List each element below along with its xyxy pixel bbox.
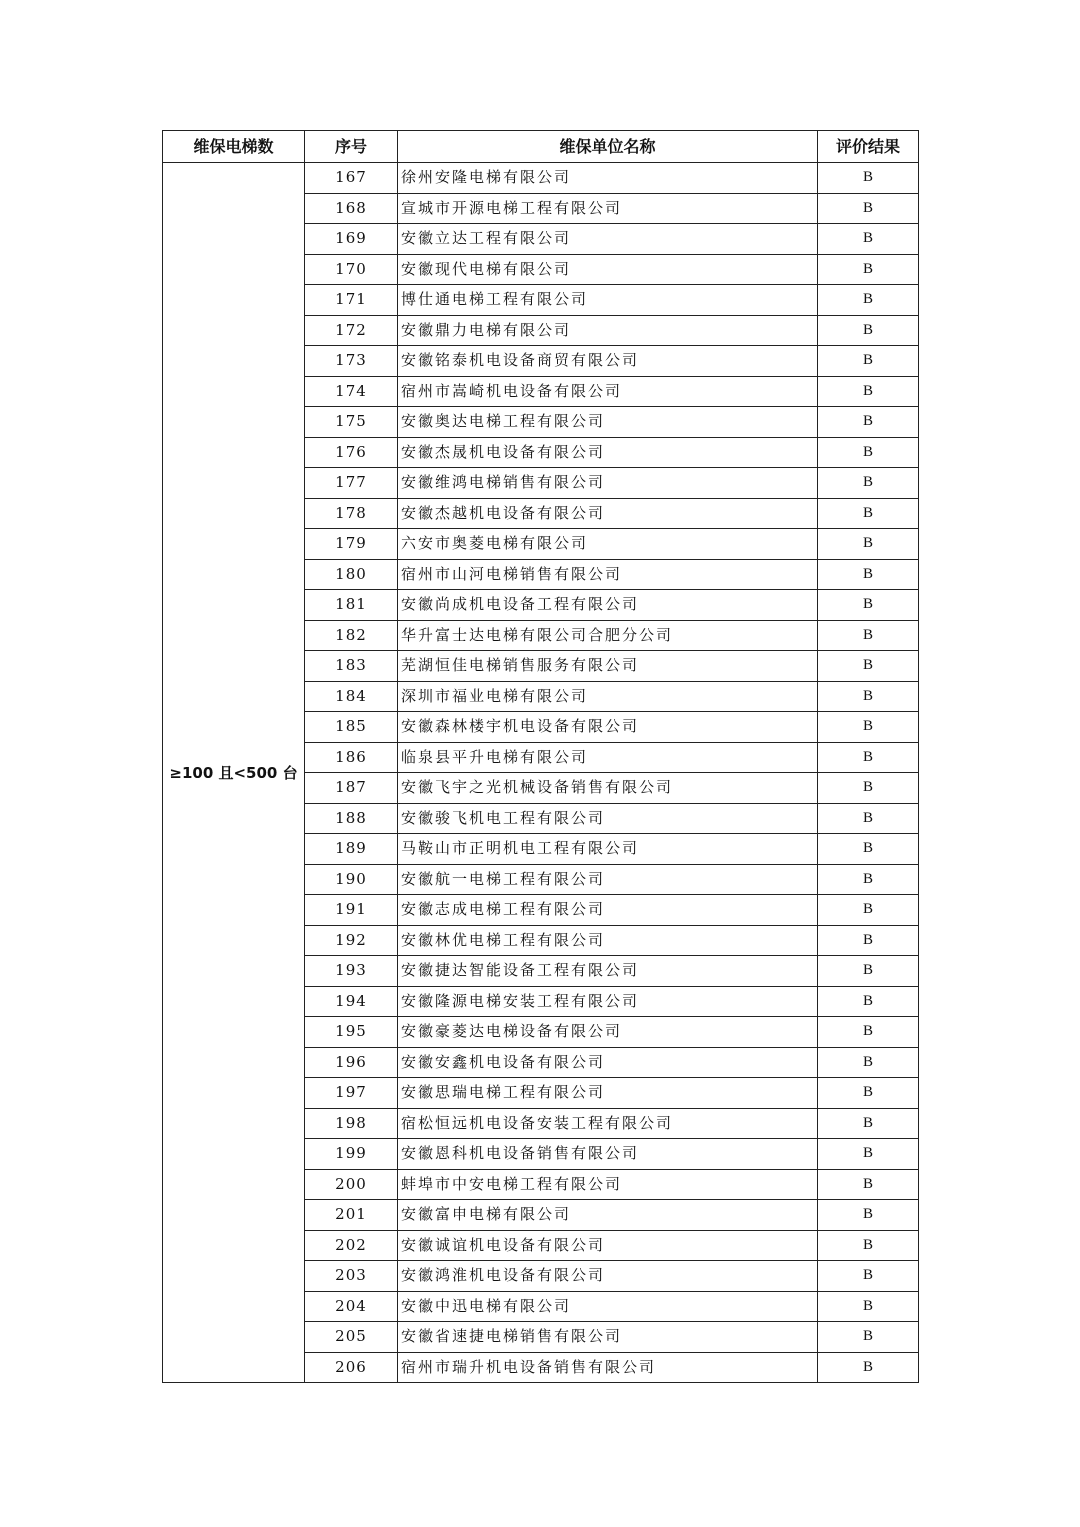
row-seq: 199 [305, 1139, 398, 1170]
row-grade: B [818, 590, 919, 621]
row-grade: B [818, 986, 919, 1017]
row-seq: 177 [305, 468, 398, 499]
table-body [163, 163, 919, 1383]
row-seq: 190 [305, 864, 398, 895]
header-seq: 序号 [305, 131, 398, 163]
row-unit-name: 宿州市瑞升机电设备销售有限公司 [398, 1352, 818, 1383]
row-seq: 167 [305, 163, 398, 194]
row-grade: B [818, 1200, 919, 1231]
row-unit-name: 安徽杰晟机电设备有限公司 [398, 437, 818, 468]
row-grade: B [818, 224, 919, 255]
row-grade: B [818, 1078, 919, 1109]
row-grade: B [818, 712, 919, 743]
row-unit-name: 安徽诚谊机电设备有限公司 [398, 1230, 818, 1261]
row-grade: B [818, 1047, 919, 1078]
row-seq: 174 [305, 376, 398, 407]
row-unit-name: 安徽豪菱达电梯设备有限公司 [398, 1017, 818, 1048]
row-grade: B [818, 376, 919, 407]
row-seq: 206 [305, 1352, 398, 1383]
row-unit-name: 六安市奥菱电梯有限公司 [398, 529, 818, 560]
row-unit-name: 安徽隆源电梯安装工程有限公司 [398, 986, 818, 1017]
row-unit-name: 安徽杰越机电设备有限公司 [398, 498, 818, 529]
row-grade: B [818, 1139, 919, 1170]
row-seq: 189 [305, 834, 398, 865]
row-unit-name: 宿松恒远机电设备安装工程有限公司 [398, 1108, 818, 1139]
row-unit-name: 安徽航一电梯工程有限公司 [398, 864, 818, 895]
row-unit-name: 华升富士达电梯有限公司合肥分公司 [398, 620, 818, 651]
row-unit-name: 安徽富申电梯有限公司 [398, 1200, 818, 1231]
row-grade: B [818, 1291, 919, 1322]
row-grade: B [818, 681, 919, 712]
row-unit-name: 安徽立达工程有限公司 [398, 224, 818, 255]
row-unit-name: 深圳市福业电梯有限公司 [398, 681, 818, 712]
row-seq: 182 [305, 620, 398, 651]
row-seq: 194 [305, 986, 398, 1017]
row-unit-name: 安徽鸿淮机电设备有限公司 [398, 1261, 818, 1292]
row-grade: B [818, 285, 919, 316]
header-group: 维保电梯数 [163, 131, 305, 163]
row-grade: B [818, 254, 919, 285]
row-unit-name: 安徽现代电梯有限公司 [398, 254, 818, 285]
row-seq: 192 [305, 925, 398, 956]
row-seq: 168 [305, 193, 398, 224]
row-seq: 198 [305, 1108, 398, 1139]
row-seq: 201 [305, 1200, 398, 1231]
row-seq: 175 [305, 407, 398, 438]
row-unit-name: 安徽恩科机电设备销售有限公司 [398, 1139, 818, 1170]
row-seq: 176 [305, 437, 398, 468]
row-unit-name: 安徽省速捷电梯销售有限公司 [398, 1322, 818, 1353]
row-grade: B [818, 315, 919, 346]
row-unit-name: 安徽奥达电梯工程有限公司 [398, 407, 818, 438]
row-grade: B [818, 1352, 919, 1383]
row-seq: 181 [305, 590, 398, 621]
row-seq: 197 [305, 1078, 398, 1109]
row-unit-name: 安徽思瑞电梯工程有限公司 [398, 1078, 818, 1109]
row-grade: B [818, 559, 919, 590]
row-grade: B [818, 529, 919, 560]
row-unit-name: 宣城市开源电梯工程有限公司 [398, 193, 818, 224]
row-seq: 195 [305, 1017, 398, 1048]
row-grade: B [818, 1169, 919, 1200]
row-grade: B [818, 1322, 919, 1353]
row-unit-name: 宿州市嵩崎机电设备有限公司 [398, 376, 818, 407]
row-grade: B [818, 407, 919, 438]
row-seq: 178 [305, 498, 398, 529]
header-row [163, 131, 919, 163]
row-grade: B [818, 1261, 919, 1292]
row-grade: B [818, 773, 919, 804]
row-unit-name: 宿州市山河电梯销售有限公司 [398, 559, 818, 590]
row-grade: B [818, 1230, 919, 1261]
row-grade: B [818, 895, 919, 926]
row-unit-name: 马鞍山市正明机电工程有限公司 [398, 834, 818, 865]
row-seq: 171 [305, 285, 398, 316]
row-grade: B [818, 163, 919, 194]
row-unit-name: 安徽尚成机电设备工程有限公司 [398, 590, 818, 621]
row-unit-name: 安徽中迅电梯有限公司 [398, 1291, 818, 1322]
row-unit-name: 安徽志成电梯工程有限公司 [398, 895, 818, 926]
row-seq: 205 [305, 1322, 398, 1353]
row-grade: B [818, 925, 919, 956]
row-unit-name: 博仕通电梯工程有限公司 [398, 285, 818, 316]
row-unit-name: 安徽鼎力电梯有限公司 [398, 315, 818, 346]
row-unit-name: 蚌埠市中安电梯工程有限公司 [398, 1169, 818, 1200]
row-grade: B [818, 956, 919, 987]
row-grade: B [818, 193, 919, 224]
row-grade: B [818, 468, 919, 499]
row-seq: 173 [305, 346, 398, 377]
row-seq: 184 [305, 681, 398, 712]
row-unit-name: 安徽安鑫机电设备有限公司 [398, 1047, 818, 1078]
row-seq: 179 [305, 529, 398, 560]
row-seq: 187 [305, 773, 398, 804]
row-seq: 188 [305, 803, 398, 834]
row-grade: B [818, 742, 919, 773]
row-seq: 193 [305, 956, 398, 987]
row-unit-name: 安徽森林楼宇机电设备有限公司 [398, 712, 818, 743]
row-seq: 169 [305, 224, 398, 255]
row-grade: B [818, 834, 919, 865]
row-unit-name: 安徽骏飞机电工程有限公司 [398, 803, 818, 834]
row-grade: B [818, 1108, 919, 1139]
row-grade: B [818, 437, 919, 468]
row-unit-name: 安徽林优电梯工程有限公司 [398, 925, 818, 956]
row-grade: B [818, 1017, 919, 1048]
row-unit-name: 徐州安隆电梯有限公司 [398, 163, 818, 194]
row-unit-name: 安徽维鸿电梯销售有限公司 [398, 468, 818, 499]
header-name: 维保单位名称 [398, 131, 818, 163]
table-row [163, 163, 919, 194]
row-grade: B [818, 651, 919, 682]
row-seq: 170 [305, 254, 398, 285]
row-unit-name: 临泉县平升电梯有限公司 [398, 742, 818, 773]
row-seq: 202 [305, 1230, 398, 1261]
row-seq: 183 [305, 651, 398, 682]
row-seq: 203 [305, 1261, 398, 1292]
row-seq: 180 [305, 559, 398, 590]
row-grade: B [818, 620, 919, 651]
row-unit-name: 安徽捷达智能设备工程有限公司 [398, 956, 818, 987]
group-label: ≥100 且<500 台 [163, 163, 305, 1383]
row-seq: 186 [305, 742, 398, 773]
row-grade: B [818, 864, 919, 895]
row-unit-name: 安徽铭泰机电设备商贸有限公司 [398, 346, 818, 377]
row-grade: B [818, 498, 919, 529]
row-grade: B [818, 346, 919, 377]
evaluation-table [162, 130, 919, 1383]
row-seq: 185 [305, 712, 398, 743]
row-unit-name: 芜湖恒佳电梯销售服务有限公司 [398, 651, 818, 682]
row-grade: B [818, 803, 919, 834]
header-grade: 评价结果 [818, 131, 919, 163]
row-unit-name: 安徽飞宇之光机械设备销售有限公司 [398, 773, 818, 804]
row-seq: 191 [305, 895, 398, 926]
row-seq: 172 [305, 315, 398, 346]
row-seq: 196 [305, 1047, 398, 1078]
row-seq: 200 [305, 1169, 398, 1200]
row-seq: 204 [305, 1291, 398, 1322]
